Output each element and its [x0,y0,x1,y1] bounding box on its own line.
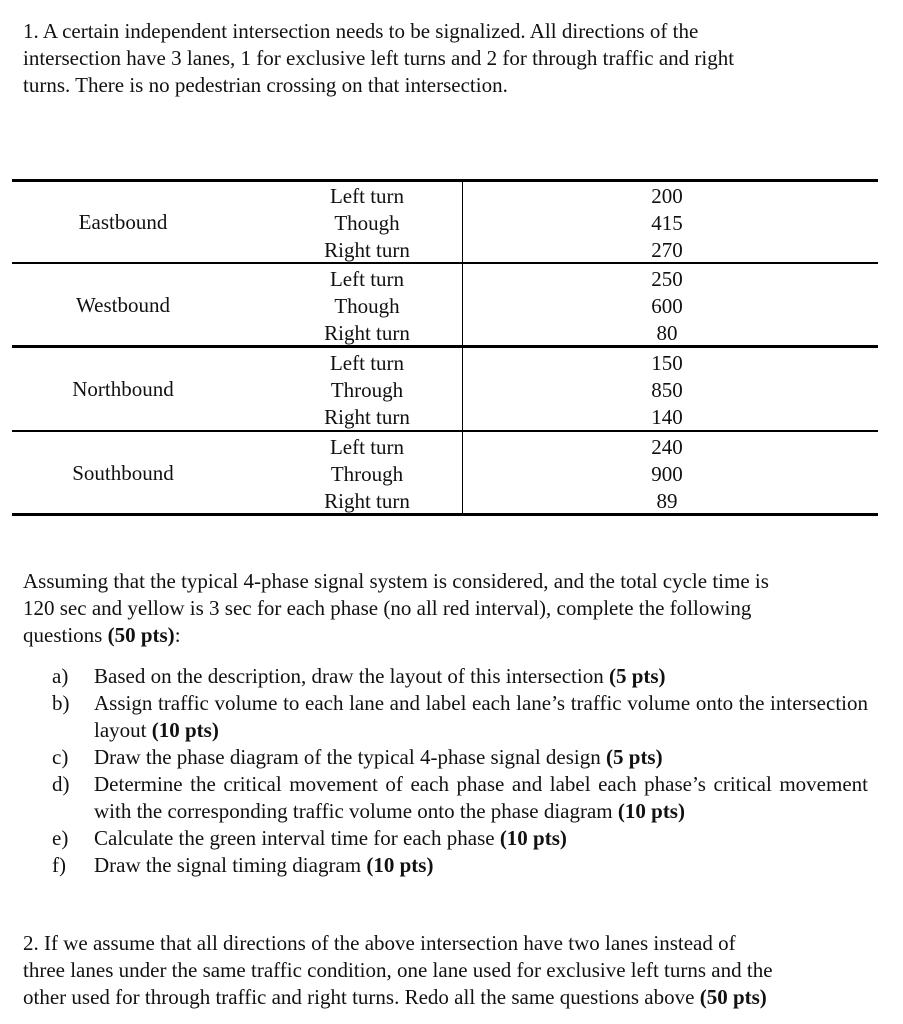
volume-cell [622,183,712,264]
assumption-line-3: questions (50 pts): [23,623,181,647]
movement-left: Left turn [329,267,405,291]
question-2-line-3: other used for through traffic and right turns. Redo all the same questions above (50 pts) [23,985,767,1009]
volume-through: 850 [651,378,683,402]
assumption-line-2: 120 sec and yellow is 3 sec for each phase (no all red interval), complete the following [23,596,752,620]
points-label: (5 pts) [608,664,666,688]
table-column-divider [462,179,463,516]
question-1-line-1: 1. A certain independent intersection needs to be signalized. All directions of the [23,19,699,43]
volume-cell [622,434,712,515]
subquestion-d: d) Determine the critical movement of each phase and label each phase’s critical movement with the corresponding traffic volume onto the phase diagram (10 pts) [52,772,868,823]
movement-through: Though [334,294,400,318]
movement-left: Left turn [329,184,405,208]
volume-left: 250 [651,267,683,291]
points-label: (5 pts) [606,745,663,769]
subquestion-marker: a) [52,664,69,688]
direction-southbound: Southbound [72,461,174,485]
volume-left: 200 [651,184,683,208]
volume-right: 80 [656,321,678,345]
movement-left: Left turn [329,351,405,375]
subquestion-marker: e) [52,826,69,850]
movement-right: Right turn [324,238,410,262]
movement-through: Through [330,462,404,486]
subquestion-marker: f) [52,853,66,877]
question-1-line-2: intersection have 3 lanes, 1 for exclusive left turns and 2 for through traffic and right [23,46,735,70]
question-2-paragraph [23,930,868,1011]
direction-northbound: Northbound [72,377,174,401]
movement-cell [282,183,452,264]
volume-right: 270 [651,238,683,262]
movement-cell [282,266,452,347]
volume-through: 415 [651,211,683,235]
volume-left: 150 [651,351,683,375]
question-2-number: 2. [23,931,39,955]
points-label: (10 pts) [617,799,685,823]
movement-right: Right turn [324,321,410,345]
movement-left: Left turn [329,435,405,459]
points-label: (50 pts) [107,623,175,647]
subquestion-marker: b) [52,691,70,715]
points-label: (10 pts) [151,718,219,742]
points-label: (10 pts) [499,826,567,850]
subquestion-e: e) Calculate the green interval time for each phase (10 pts) [52,826,567,850]
direction-westbound: Westbound [76,293,170,317]
volume-right: 140 [651,405,683,429]
traffic-volume-table [12,179,878,516]
volume-cell [622,266,712,347]
question-1-paragraph [23,18,868,99]
volume-left: 240 [651,435,683,459]
subquestion-c: c) Draw the phase diagram of the typical 4-phase signal design (5 pts) [52,745,663,769]
subquestion-b: b) Assign traffic volume to each lane and label each lane’s traffic volume onto the intersection layout (10 pts) [52,691,868,742]
question-2-line-2: three lanes under the same traffic condition, one lane used for exclusive left turns and the [23,958,773,982]
subquestion-list [52,663,868,879]
table-top-rule [12,179,878,182]
movement-through: Though [334,211,400,235]
movement-through: Through [330,378,404,402]
assumption-line-1: Assuming that the typical 4-phase signal system is considered, and the total cycle time is [23,569,769,593]
volume-through: 900 [651,462,683,486]
volume-through: 600 [651,294,683,318]
question-1-line-3: turns. There is no pedestrian crossing on that intersection. [23,73,508,97]
subquestion-a: a) Based on the description, draw the layout of this intersection (5 pts) [52,664,666,688]
movement-cell [282,434,452,515]
question-2-line-1: 2. If we assume that all directions of the above intersection have two lanes instead of [23,931,736,955]
assumption-paragraph [23,568,868,649]
movement-right: Right turn [324,489,410,513]
points-label: (10 pts) [366,853,434,877]
points-label: (50 pts) [699,985,767,1009]
subquestion-f: f) Draw the signal timing diagram (10 pts) [52,853,434,877]
question-1-number: 1. [23,19,39,43]
subquestion-marker: c) [52,745,69,769]
volume-cell [622,350,712,431]
movement-cell [282,350,452,431]
movement-right: Right turn [324,405,410,429]
subquestion-marker: d) [52,772,70,796]
direction-eastbound: Eastbound [78,210,168,234]
volume-right: 89 [656,489,678,513]
